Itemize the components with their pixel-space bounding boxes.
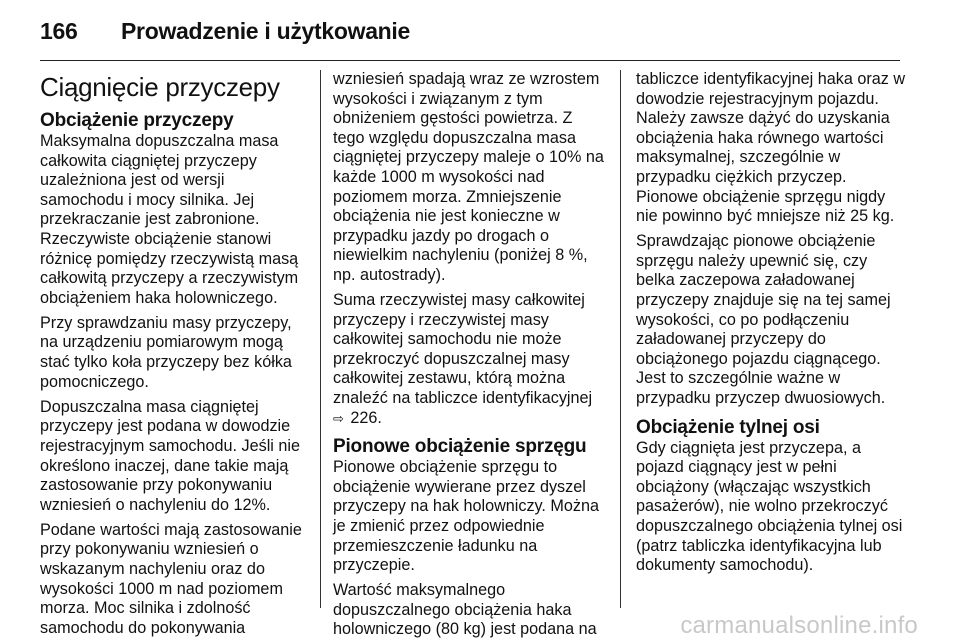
text-line: obciążeniem haka holowniczego. <box>40 288 278 307</box>
text-line: całkowitej zestawu, którą można <box>333 369 566 388</box>
watermark: carmanualsonline.info <box>680 612 918 639</box>
running-title: Prowadzenie i użytkowanie <box>121 18 411 44</box>
text-line: przy pokonywaniu wzniesień o <box>40 540 259 559</box>
text-line: Suma rzeczywistej masy całkowitej <box>333 291 585 310</box>
reference-page: 226. <box>350 408 382 427</box>
column-2 <box>331 70 605 639</box>
text-line: wysokości i związanym z tym <box>333 89 543 108</box>
paragraph <box>333 581 605 640</box>
page-reference[interactable] <box>333 409 605 429</box>
text-line: je zmienić przez odpowiednie <box>333 516 545 535</box>
text-line: belka zaczepowa załadowanej <box>636 271 855 290</box>
text-line: Wartość maksymalnego <box>333 581 506 600</box>
text-line: dokumenty samochodu). <box>636 556 814 575</box>
text-line: np. autostrady). <box>333 265 446 284</box>
text-line: samochodu do pokonywania <box>40 618 246 637</box>
text-line: przekraczanie jest zabronione. <box>40 210 260 229</box>
text-line: niewielkim nachyleniu (poniżej 8 %, <box>333 246 588 265</box>
heading-coupling-load: Pionowe obciążenie sprzęgu <box>333 436 587 458</box>
text-line: Maksymalna dopuszczalna masa <box>40 132 279 150</box>
text-line: przypadku przyczep dwuosiowych. <box>636 389 886 407</box>
text-line: stać tylko koła przyczepy bez kółka <box>40 353 292 372</box>
text-line: przemieszczenie ładunku na <box>333 536 538 555</box>
text-line: na urządzeniu pomiarowym mogą <box>40 333 283 352</box>
text-line: dopuszczalnego obciążenia haka <box>333 600 572 619</box>
text-line: przyczepie. <box>333 556 415 575</box>
text-line: Należy zawsze dążyć do uzyskania <box>636 109 890 128</box>
page-number: 166 <box>40 18 78 44</box>
text-line: wzniesień spadają wraz ze wzrostem <box>333 70 600 88</box>
text-line: (patrz tabliczka identyfikacyjna lub <box>636 536 882 555</box>
text-line: wysokości 1000 m nad poziomem <box>40 579 283 598</box>
text-line: rejestracyjnym samochodu. Jeśli nie <box>40 436 301 455</box>
paragraph <box>636 232 910 408</box>
text-line: Gdy ciągnięta jest przyczepa, a <box>636 438 861 457</box>
text-line: morza. Moc silnika i zdolność <box>40 599 251 618</box>
paragraph-lines <box>333 291 605 409</box>
text-line: nie powinno być mniejsze niż 25 kg. <box>636 207 895 226</box>
text-line: każde 1000 m wysokości nad <box>333 167 545 186</box>
text-line: różnicę pomiędzy rzeczywistą masą <box>40 249 299 268</box>
text-line: przyczepy znajduje się na tej samej <box>636 291 891 310</box>
text-line: obciążenia nie jest konieczne w <box>333 207 560 226</box>
text-line: tabliczce identyfikacyjnej haka oraz w <box>636 70 906 88</box>
column-1 <box>40 70 312 637</box>
text-line: poziomem morza. Zmniejszenie <box>333 187 562 206</box>
text-line: załadowanej przyczepy do <box>636 330 826 349</box>
text-line: Podane wartości mają zastosowanie <box>40 520 302 539</box>
text-line: znaleźć na tabliczce identyfikacyjnej <box>333 389 593 407</box>
text-line: sprzęgu należy upewnić się, czy <box>636 251 868 270</box>
text-line: pomocniczego. <box>40 372 149 391</box>
section-title: Ciągnięcie przyczepy <box>40 72 280 102</box>
text-line: obciążonego pojazdu ciągnącego. <box>636 349 881 368</box>
text-line: dopuszczalnego obciążenia tylnej osi <box>636 516 903 535</box>
text-line: dowodzie rejestracyjnym pojazdu. <box>636 89 879 108</box>
column-divider <box>620 70 621 608</box>
text-line: całkowitą przyczepy a rzeczywistym <box>40 269 299 288</box>
text-line: maksymalnej, szczególnie w <box>636 148 841 167</box>
paragraph <box>40 521 312 639</box>
text-line: wzniesień o nachyleniu do 12%. <box>40 495 271 514</box>
heading-trailer-load: Obciążenie przyczepy <box>40 110 234 131</box>
text-line: przyczepy jest podana w dowodzie <box>40 417 291 436</box>
text-line: Jest to szczególnie ważne w <box>636 369 841 388</box>
text-line: pasażerów), nie wolno przekroczyć <box>636 497 888 516</box>
paragraph <box>333 70 605 286</box>
text-line: obniżeniem gęstości powietrza. Z <box>333 109 573 128</box>
paragraph <box>333 291 605 428</box>
text-line: obciążony (włączając wszystkich <box>636 477 871 496</box>
text-line: określono inaczej, dane takie mają <box>40 456 289 475</box>
column-divider <box>320 70 321 608</box>
text-line: obciążenia haka równego wartości <box>636 128 884 147</box>
text-line: wysokości, co po podłączeniu <box>636 310 850 329</box>
text-line: uzależniona jest od wersji <box>40 171 225 190</box>
text-line: przypadku jazdy po drogach o <box>333 226 549 245</box>
text-line: Pionowe obciążenie sprzęgu to <box>333 458 558 477</box>
text-line: przyczepy i rzeczywistej masy <box>333 310 549 329</box>
text-line: Rzeczywiste obciążenie stanowi <box>40 229 272 248</box>
column-3 <box>624 70 910 615</box>
text-line: samochodu i mocy silnika. Jej <box>40 190 255 209</box>
text-line: ciągniętej przyczepy maleje o 10% na <box>333 148 604 167</box>
paragraph <box>333 458 605 576</box>
paragraph <box>40 398 312 516</box>
text-line: Sprawdzając pionowe obciążenie <box>636 232 876 251</box>
text-line: pojazd ciągnący jest w pełni <box>636 458 837 477</box>
text-line: całkowita ciągniętej przyczepy <box>40 151 257 170</box>
page-header <box>40 18 900 61</box>
text-line: obciążenie wywierane przez dyszel <box>333 477 586 496</box>
text-line: przekroczyć dopuszczalnej masy <box>333 349 570 368</box>
text-line: holowniczego (80 kg) jest podana na <box>333 620 597 639</box>
paragraph <box>636 70 910 227</box>
text-line: przypadku ciężkich przyczep. <box>636 167 847 186</box>
text-line: całkowitej samochodu nie może <box>333 330 562 349</box>
text-line: Pionowe obciążenie sprzęgu nigdy <box>636 187 886 206</box>
paragraph <box>636 439 910 576</box>
paragraph <box>40 314 312 392</box>
text-line: wskazanym nachyleniu oraz do <box>40 559 265 578</box>
text-line: przyczepy na hak holowniczy. Można <box>333 497 600 516</box>
heading-rear-axle-load: Obciążenie tylnej osi <box>636 416 820 438</box>
text-line: Dopuszczalna masa ciągniętej <box>40 397 259 416</box>
paragraph <box>40 132 312 308</box>
text-line: zastosowanie przy pokonywaniu <box>40 476 273 495</box>
text-line: tego względu dopuszczalna masa <box>333 128 576 147</box>
arrow-right-icon: ⇨ <box>333 410 344 426</box>
text-line: Przy sprawdzaniu masy przyczepy, <box>40 313 292 332</box>
